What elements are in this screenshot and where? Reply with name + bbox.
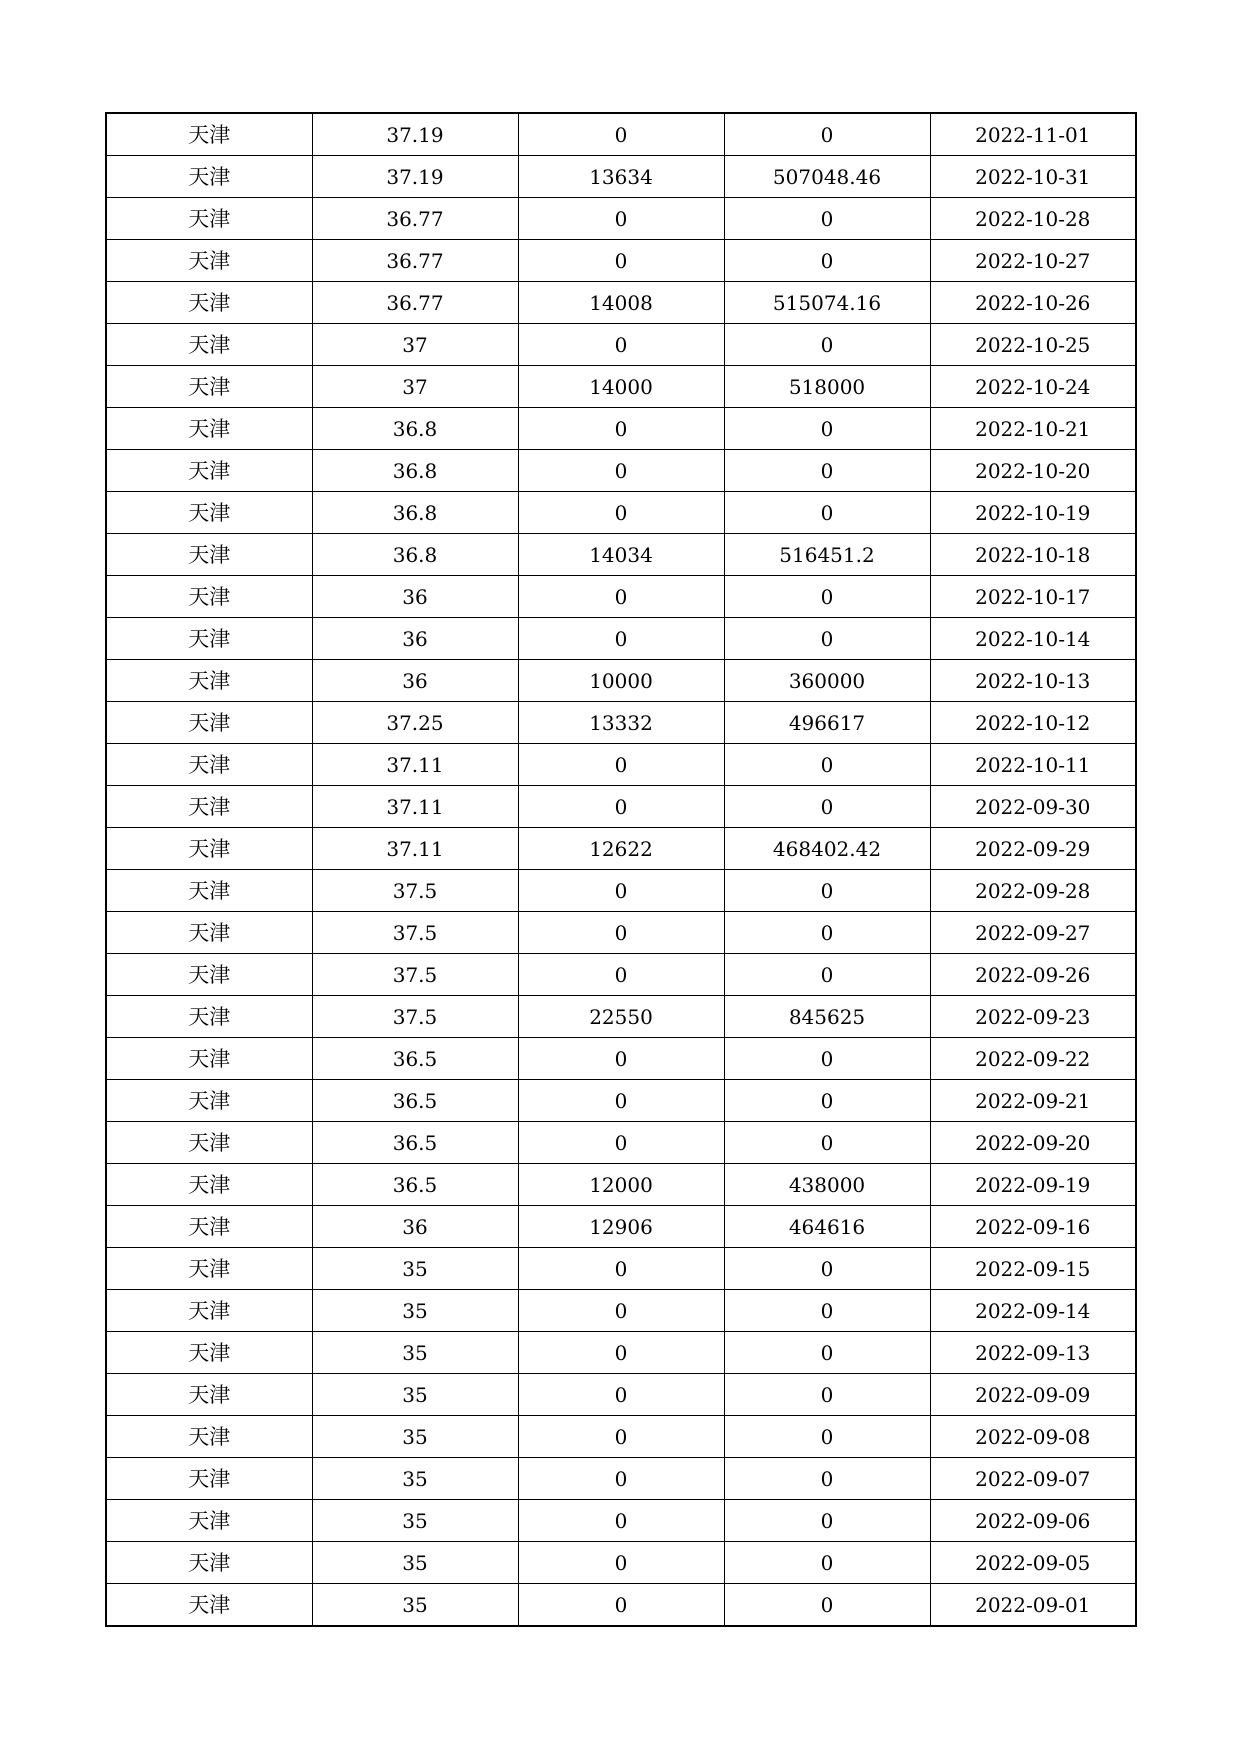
table-row: [106, 1164, 1136, 1206]
cell-city: 天津: [106, 618, 312, 660]
cell-amount: 507048.46: [724, 156, 930, 198]
table-row: [106, 366, 1136, 408]
cell-volume: 0: [518, 1500, 724, 1542]
cell-city: 天津: [106, 1374, 312, 1416]
cell-volume: 0: [518, 576, 724, 618]
cell-date: 2022-10-20: [930, 450, 1136, 492]
cell-price: 36.77: [312, 198, 518, 240]
cell-price: 35: [312, 1500, 518, 1542]
table-row: [106, 996, 1136, 1038]
cell-city: 天津: [106, 1290, 312, 1332]
cell-volume: 0: [518, 1122, 724, 1164]
table-body: [106, 113, 1136, 1626]
cell-city: 天津: [106, 1122, 312, 1164]
cell-city: 天津: [106, 534, 312, 576]
cell-date: 2022-09-21: [930, 1080, 1136, 1122]
cell-price: 36: [312, 1206, 518, 1248]
cell-volume: 0: [518, 1248, 724, 1290]
cell-price: 36.5: [312, 1038, 518, 1080]
cell-date: 2022-10-14: [930, 618, 1136, 660]
cell-date: 2022-10-26: [930, 282, 1136, 324]
cell-price: 37.19: [312, 113, 518, 156]
cell-city: 天津: [106, 366, 312, 408]
cell-city: 天津: [106, 1416, 312, 1458]
table-row: [106, 156, 1136, 198]
cell-amount: 496617: [724, 702, 930, 744]
cell-amount: 0: [724, 492, 930, 534]
cell-date: 2022-10-18: [930, 534, 1136, 576]
cell-amount: 0: [724, 786, 930, 828]
table-row: [106, 1038, 1136, 1080]
trade-data-table: [105, 112, 1137, 1627]
cell-amount: 464616: [724, 1206, 930, 1248]
cell-price: 36.8: [312, 450, 518, 492]
cell-volume: 12906: [518, 1206, 724, 1248]
cell-amount: 845625: [724, 996, 930, 1038]
cell-date: 2022-09-20: [930, 1122, 1136, 1164]
cell-date: 2022-09-23: [930, 996, 1136, 1038]
cell-city: 天津: [106, 492, 312, 534]
cell-volume: 12000: [518, 1164, 724, 1206]
cell-amount: 0: [724, 1458, 930, 1500]
cell-volume: 0: [518, 1332, 724, 1374]
cell-price: 37.5: [312, 870, 518, 912]
cell-date: 2022-09-08: [930, 1416, 1136, 1458]
cell-city: 天津: [106, 282, 312, 324]
cell-price: 36.5: [312, 1122, 518, 1164]
cell-volume: 10000: [518, 660, 724, 702]
cell-price: 35: [312, 1584, 518, 1627]
table-row: [106, 113, 1136, 156]
cell-date: 2022-10-28: [930, 198, 1136, 240]
cell-amount: 0: [724, 1248, 930, 1290]
table-row: [106, 492, 1136, 534]
table-row: [106, 282, 1136, 324]
cell-date: 2022-09-22: [930, 1038, 1136, 1080]
cell-volume: 0: [518, 1458, 724, 1500]
cell-volume: 12622: [518, 828, 724, 870]
cell-amount: 0: [724, 912, 930, 954]
cell-volume: 0: [518, 240, 724, 282]
cell-city: 天津: [106, 240, 312, 282]
table-row: [106, 618, 1136, 660]
cell-amount: 468402.42: [724, 828, 930, 870]
cell-price: 37: [312, 324, 518, 366]
cell-city: 天津: [106, 1332, 312, 1374]
cell-date: 2022-10-11: [930, 744, 1136, 786]
cell-city: 天津: [106, 828, 312, 870]
cell-volume: 0: [518, 912, 724, 954]
table-row: [106, 1458, 1136, 1500]
cell-city: 天津: [106, 744, 312, 786]
cell-amount: 0: [724, 1416, 930, 1458]
cell-city: 天津: [106, 408, 312, 450]
cell-date: 2022-09-07: [930, 1458, 1136, 1500]
cell-price: 36.77: [312, 240, 518, 282]
table-row: [106, 1080, 1136, 1122]
cell-city: 天津: [106, 702, 312, 744]
cell-date: 2022-10-19: [930, 492, 1136, 534]
cell-amount: 0: [724, 870, 930, 912]
cell-price: 36.77: [312, 282, 518, 324]
cell-amount: 0: [724, 1122, 930, 1164]
table-row: [106, 660, 1136, 702]
cell-date: 2022-10-17: [930, 576, 1136, 618]
cell-price: 37.11: [312, 744, 518, 786]
cell-amount: 0: [724, 576, 930, 618]
cell-volume: 13332: [518, 702, 724, 744]
cell-volume: 0: [518, 113, 724, 156]
cell-amount: 0: [724, 198, 930, 240]
cell-price: 37.11: [312, 828, 518, 870]
cell-city: 天津: [106, 450, 312, 492]
cell-amount: 0: [724, 1080, 930, 1122]
cell-city: 天津: [106, 1206, 312, 1248]
cell-price: 37.5: [312, 954, 518, 996]
cell-volume: 13634: [518, 156, 724, 198]
cell-volume: 22550: [518, 996, 724, 1038]
cell-date: 2022-09-14: [930, 1290, 1136, 1332]
cell-date: 2022-09-16: [930, 1206, 1136, 1248]
cell-city: 天津: [106, 324, 312, 366]
cell-city: 天津: [106, 870, 312, 912]
cell-city: 天津: [106, 1584, 312, 1627]
cell-date: 2022-11-01: [930, 113, 1136, 156]
cell-price: 36.8: [312, 492, 518, 534]
cell-date: 2022-09-01: [930, 1584, 1136, 1627]
cell-date: 2022-10-24: [930, 366, 1136, 408]
cell-date: 2022-09-29: [930, 828, 1136, 870]
cell-amount: 516451.2: [724, 534, 930, 576]
cell-date: 2022-09-27: [930, 912, 1136, 954]
cell-city: 天津: [106, 156, 312, 198]
cell-date: 2022-09-19: [930, 1164, 1136, 1206]
cell-date: 2022-09-05: [930, 1542, 1136, 1584]
cell-city: 天津: [106, 576, 312, 618]
cell-amount: 0: [724, 1500, 930, 1542]
cell-amount: 0: [724, 1332, 930, 1374]
table-row: [106, 534, 1136, 576]
table-row: [106, 912, 1136, 954]
cell-amount: 0: [724, 240, 930, 282]
cell-price: 36.5: [312, 1080, 518, 1122]
cell-price: 36.8: [312, 534, 518, 576]
cell-date: 2022-09-28: [930, 870, 1136, 912]
cell-price: 35: [312, 1458, 518, 1500]
cell-city: 天津: [106, 1164, 312, 1206]
table-row: [106, 870, 1136, 912]
cell-price: 35: [312, 1416, 518, 1458]
cell-price: 35: [312, 1248, 518, 1290]
table-row: [106, 1374, 1136, 1416]
cell-date: 2022-10-31: [930, 156, 1136, 198]
cell-amount: 0: [724, 618, 930, 660]
cell-city: 天津: [106, 1248, 312, 1290]
cell-volume: 14008: [518, 282, 724, 324]
cell-amount: 0: [724, 1374, 930, 1416]
cell-volume: 0: [518, 1290, 724, 1332]
table-row: [106, 744, 1136, 786]
cell-price: 36: [312, 618, 518, 660]
cell-price: 35: [312, 1542, 518, 1584]
cell-date: 2022-10-27: [930, 240, 1136, 282]
cell-volume: 0: [518, 1584, 724, 1627]
cell-volume: 0: [518, 870, 724, 912]
cell-date: 2022-10-25: [930, 324, 1136, 366]
table-row: [106, 576, 1136, 618]
cell-volume: 0: [518, 408, 724, 450]
cell-price: 37.5: [312, 996, 518, 1038]
table-row: [106, 954, 1136, 996]
cell-city: 天津: [106, 660, 312, 702]
cell-amount: 0: [724, 113, 930, 156]
cell-amount: 515074.16: [724, 282, 930, 324]
cell-amount: 0: [724, 408, 930, 450]
cell-date: 2022-09-13: [930, 1332, 1136, 1374]
cell-volume: 14000: [518, 366, 724, 408]
cell-amount: 0: [724, 1542, 930, 1584]
cell-price: 37.11: [312, 786, 518, 828]
table-row: [106, 324, 1136, 366]
cell-price: 37.19: [312, 156, 518, 198]
cell-volume: 0: [518, 1374, 724, 1416]
cell-city: 天津: [106, 1080, 312, 1122]
cell-volume: 0: [518, 744, 724, 786]
cell-price: 35: [312, 1332, 518, 1374]
cell-price: 37.5: [312, 912, 518, 954]
cell-amount: 0: [724, 954, 930, 996]
table-row: [106, 198, 1136, 240]
cell-amount: 0: [724, 1290, 930, 1332]
table-row: [106, 786, 1136, 828]
cell-volume: 0: [518, 1542, 724, 1584]
cell-volume: 0: [518, 492, 724, 534]
cell-amount: 0: [724, 324, 930, 366]
cell-city: 天津: [106, 198, 312, 240]
cell-volume: 14034: [518, 534, 724, 576]
cell-city: 天津: [106, 912, 312, 954]
table-row: [106, 450, 1136, 492]
cell-price: 36.5: [312, 1164, 518, 1206]
cell-price: 35: [312, 1374, 518, 1416]
cell-volume: 0: [518, 1038, 724, 1080]
table-row: [106, 1248, 1136, 1290]
table-row: [106, 240, 1136, 282]
cell-volume: 0: [518, 954, 724, 996]
cell-volume: 0: [518, 450, 724, 492]
cell-city: 天津: [106, 1500, 312, 1542]
cell-date: 2022-10-21: [930, 408, 1136, 450]
cell-volume: 0: [518, 198, 724, 240]
cell-date: 2022-09-15: [930, 1248, 1136, 1290]
cell-date: 2022-09-26: [930, 954, 1136, 996]
table-row: [106, 1500, 1136, 1542]
cell-city: 天津: [106, 786, 312, 828]
table-row: [106, 702, 1136, 744]
cell-price: 36.8: [312, 408, 518, 450]
cell-volume: 0: [518, 1416, 724, 1458]
cell-price: 36: [312, 576, 518, 618]
cell-amount: 438000: [724, 1164, 930, 1206]
table-row: [106, 1206, 1136, 1248]
cell-city: 天津: [106, 113, 312, 156]
table-row: [106, 1332, 1136, 1374]
cell-date: 2022-09-30: [930, 786, 1136, 828]
cell-volume: 0: [518, 324, 724, 366]
table-row: [106, 828, 1136, 870]
table-row: [106, 1290, 1136, 1332]
table-row: [106, 408, 1136, 450]
cell-date: 2022-09-06: [930, 1500, 1136, 1542]
cell-amount: 0: [724, 1584, 930, 1627]
table-row: [106, 1122, 1136, 1164]
cell-volume: 0: [518, 618, 724, 660]
cell-volume: 0: [518, 786, 724, 828]
cell-date: 2022-10-12: [930, 702, 1136, 744]
cell-price: 36: [312, 660, 518, 702]
cell-city: 天津: [106, 954, 312, 996]
cell-date: 2022-10-13: [930, 660, 1136, 702]
table-row: [106, 1584, 1136, 1627]
cell-amount: 360000: [724, 660, 930, 702]
table-row: [106, 1416, 1136, 1458]
cell-amount: 0: [724, 450, 930, 492]
cell-price: 37.25: [312, 702, 518, 744]
cell-price: 37: [312, 366, 518, 408]
cell-city: 天津: [106, 1038, 312, 1080]
cell-city: 天津: [106, 996, 312, 1038]
cell-date: 2022-09-09: [930, 1374, 1136, 1416]
cell-amount: 0: [724, 1038, 930, 1080]
cell-amount: 518000: [724, 366, 930, 408]
cell-volume: 0: [518, 1080, 724, 1122]
table-row: [106, 1542, 1136, 1584]
cell-amount: 0: [724, 744, 930, 786]
cell-price: 35: [312, 1290, 518, 1332]
cell-city: 天津: [106, 1542, 312, 1584]
cell-city: 天津: [106, 1458, 312, 1500]
